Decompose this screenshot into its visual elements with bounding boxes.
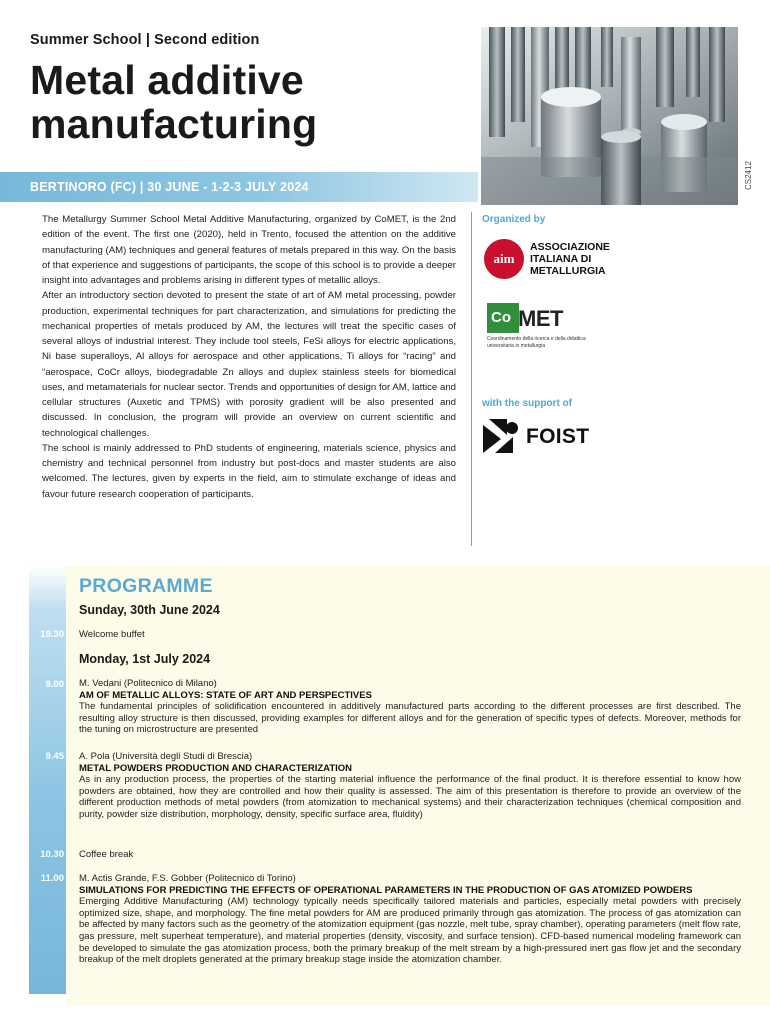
intro-paragraph-3: The school is mainly addressed to PhD students of engineering, materials science, physics and chemistry and technical personnel from industry but post-docs and master students are also welcomed. The lectures, given by experts in the field, aim to stimulate exchange of ideas and favour future research cooperation of participants. (42, 442, 456, 500)
organized-by-label: Organized by (482, 214, 546, 225)
talk-abstract: As in any production process, the properties of the starting material influence the performance of the final product. It is therefore essential to know how powders are obtained, how they are controlled and how their quality is assessed. The aim of this presentation is therefore to provide an overview of the different production methods of metal powders (from atomization to mechanical systems) and their characterization techniques (chemical composition and purity, powder size distribution, morphology, density, specific surface area, fluidity) (79, 774, 741, 820)
time-slot: 9.00 (45, 679, 64, 690)
comet-description: Coordinamento della ricerca e della didattica universitaria in metallurgia (487, 336, 586, 349)
document-code: CS2412 (744, 161, 753, 190)
event-coffee-break: Coffee break (79, 849, 134, 860)
programme-item (79, 751, 741, 821)
comet-logo-co: Co (491, 309, 511, 326)
aim-logo-text: aim (493, 251, 515, 266)
talk-title: SIMULATIONS FOR PREDICTING THE EFFECTS OF OPERATIONAL PARAMETERS IN THE PRODUCTION OF GAS ATOMIZED POWDERS (79, 884, 693, 896)
programme-title: PROGRAMME (79, 575, 213, 597)
talk-abstract: The fundamental principles of solidification encountered in additively manufactured parts according to the different processes are first described. The resulting alloy structure is then discussed, providing examples for different alloys and for the generation of specific types of defects. Moreover, methods for the tuning on microstructure are presented (79, 701, 741, 736)
page-title (30, 58, 317, 146)
title-line-2: manufacturing (30, 101, 318, 147)
event-welcome-buffet: Welcome buffet (79, 629, 145, 640)
day-heading-monday: Monday, 1st July 2024 (79, 652, 211, 666)
programme-item (79, 873, 741, 966)
intro-paragraph-1: The Metallurgy Summer School Metal Additive Manufacturing, organized by CoMET, is the 2nd edition of the event. The first one (2020), held in Trento, focused the attention on the additive manufacturing (AM) techniques and general features of metals prepared in this way. On the basis of that experience and suggestions of participants, the scope of this school is to provide a deeper insight into advantages and problems arising in different types of metallic alloys. (42, 214, 456, 286)
title-line-1: Metal additive (30, 57, 304, 103)
aim-logo (484, 239, 524, 279)
foist-name: FOIST (526, 425, 590, 448)
speaker: M. Actis Grande, F.S. Gobber (Politecnico di Torino) (79, 873, 296, 884)
time-slot: 9.45 (45, 751, 64, 762)
aim-name-line-1: ASSOCIAZIONE (530, 241, 610, 253)
support-label: with the support of (482, 398, 572, 409)
location-banner (0, 172, 478, 202)
location-dates: BERTINORO (FC) | 30 JUNE - 1-2-3 JULY 2024 (30, 180, 309, 194)
day-heading-sunday: Sunday, 30th June 2024 (79, 603, 220, 617)
metal-parts-photo (481, 27, 738, 205)
aim-name-line-2: ITALIANA DI (530, 253, 592, 265)
talk-abstract: Emerging Additive Manufacturing (AM) technology typically needs specifically tailored materials and particles, especially metal powders with precisely optimized size, shape, and morphology. The fine metal powders for AM are produced primarily through gas atomization. The process of gas atomization can be affected by many factors such as the geometry of the atomization equipment (gas nozzle, melt tube, spray chamber), operating parameters (melt flow rate, gas pressure, melt superheat temperature), and material properties (density, viscosity, and surface tension). CFD-based numerical modeling framework can be developed to simulate the gas atomization process, both the primary breakup of the melt stream by a high-pressured inert gas flow jet and the secondary breakup of the melt droplets generated at the primary breakup stage inside the atomization chamber. (79, 896, 741, 966)
speaker: A. Pola (Università degli Studi di Brescia) (79, 751, 253, 762)
talk-title: AM OF METALLIC ALLOYS: STATE OF ART AND PERSPECTIVES (79, 689, 372, 701)
time-slot: 10.30 (40, 849, 64, 860)
programme-item (79, 678, 741, 736)
edition-subtitle: Summer School | Second edition (30, 32, 260, 48)
foist-logo-icon (483, 419, 519, 453)
time-slot: 11.00 (40, 873, 64, 884)
intro-text (42, 212, 456, 502)
time-slot: 19.30 (40, 629, 64, 640)
aim-name (530, 241, 610, 277)
talk-title: METAL POWDERS PRODUCTION AND CHARACTERIZATION (79, 762, 353, 774)
aim-name-line-3: METALLURGIA (530, 265, 606, 277)
metal-parts-illustration (481, 27, 738, 205)
comet-logo (487, 303, 519, 333)
column-divider (471, 212, 472, 546)
comet-logo-met: MET (518, 306, 563, 331)
intro-paragraph-2: After an introductory section devoted to present the state of art of AM metal processing, powder production, experimental techniques for part characterization, and simulations for predicting the mechanical properties of metals produced by AM, the lectures will treat the specific cases of several alloys of industrial interest. They include tool steels, FeSi alloys for electric applications, Ni base superalloys, Al alloys for aerospace and other applications, Ti alloys for “racing” and “aerospace, CoCr alloys, biodegradable Zn alloys and duplex stainless steels for biomedical uses, and metamaterials for nuclear sector. Trends and opportunities of design for AM, lattice and cellular structures (Auxetic and TPMS) with porosity gradient will be also presented and discussed. In conclusion, the program will provide an overview on current scientific and technological challenges. (42, 290, 456, 439)
speaker: M. Vedani (Politecnico di Milano) (79, 678, 217, 689)
